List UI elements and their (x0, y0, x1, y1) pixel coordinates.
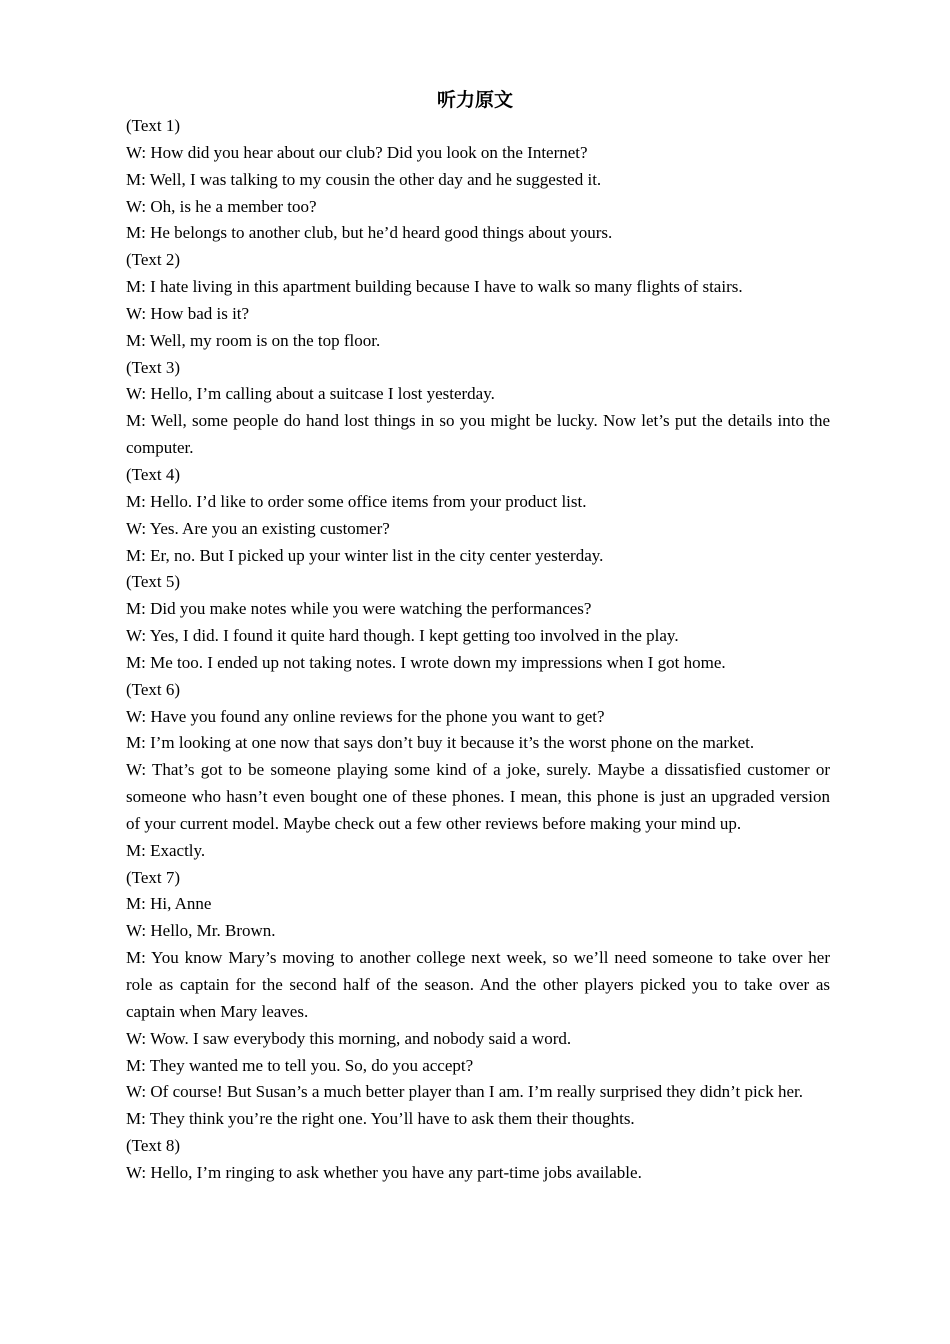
section-heading: (Text 4) (126, 464, 181, 484)
dialogue-line: M: Well, my room is on the top floor. (126, 330, 381, 350)
dialogue-line: W: Yes. Are you an existing customer? (126, 518, 390, 538)
section-heading: (Text 6) (126, 679, 181, 699)
dialogue-line: W: That’s got to be someone playing some kind of a joke, surely. Maybe a dissatisfied customer or someone who hasn’t even bought one of these phones. I mean, this phone is just an upgraded version of your current model. Maybe check out a few other reviews before making your mind up. (126, 760, 830, 833)
page-title: 听力原文 (436, 89, 513, 111)
dialogue-line: M: Er, no. But I picked up your winter list in the city center yesterday. (126, 545, 604, 565)
dialogue-line: W: How bad is it? (126, 303, 250, 323)
dialogue-line: W: Hello, Mr. Brown. (126, 921, 276, 941)
section-heading: (Text 5) (126, 572, 181, 592)
dialogue-line: W: Yes, I did. I found it quite hard though. I kept getting too involved in the play. (126, 626, 679, 646)
dialogue-line: M: They think you’re the right one. You’ll have to ask them their thoughts. (126, 1109, 635, 1129)
dialogue-line: W: Of course! But Susan’s a much better player than I am. I’m really surprised they didn’t pick her. (126, 1082, 803, 1102)
section-heading: (Text 2) (126, 250, 181, 270)
dialogue-line: M: Me too. I ended up not taking notes. I wrote down my impressions when I got home. (126, 652, 726, 672)
dialogue-line: M: Exactly. (126, 840, 206, 860)
dialogue-line: M: Well, some people do hand lost things in so you might be lucky. Now let’s put the details into the computer. (126, 411, 830, 458)
dialogue-line: W: Hello, I’m calling about a suitcase I lost yesterday. (126, 384, 495, 404)
dialogue-line: W: Oh, is he a member too? (126, 196, 317, 216)
dialogue-line: M: Did you make notes while you were watching the performances? (126, 599, 592, 619)
section-heading: (Text 8) (126, 1136, 181, 1156)
dialogue-line: M: I hate living in this apartment building because I have to walk so many flights of stairs. (126, 277, 743, 297)
dialogue-line: M: Hi, Anne (126, 894, 212, 914)
dialogue-line: M: They wanted me to tell you. So, do you accept? (126, 1055, 474, 1075)
dialogue-line: W: Wow. I saw everybody this morning, and nobody said a word. (126, 1028, 572, 1048)
dialogue-line: M: Well, I was talking to my cousin the other day and he suggested it. (126, 169, 602, 189)
dialogue-line: M: You know Mary’s moving to another college next week, so we’ll need someone to take over her role as captain for the second half of the season. And the other players picked you to take over as captain when Mary leaves. (126, 948, 830, 1021)
dialogue-line: M: He belongs to another club, but he’d heard good things about yours. (126, 223, 613, 243)
dialogue-line: M: I’m looking at one now that says don’t buy it because it’s the worst phone on the market. (126, 733, 755, 753)
dialogue-line: W: How did you hear about our club? Did you look on the Internet? (126, 142, 588, 162)
section-heading: (Text 3) (126, 357, 181, 377)
section-heading: (Text 1) (126, 116, 181, 135)
dialogue-line: W: Have you found any online reviews for the phone you want to get? (126, 706, 605, 726)
section-heading: (Text 7) (126, 867, 181, 887)
dialogue-line: W: Hello, I’m ringing to ask whether you have any part-time jobs available. (126, 1162, 642, 1182)
transcript-body (126, 113, 830, 1187)
dialogue-line: M: Hello. I’d like to order some office items from your product list. (126, 491, 587, 511)
